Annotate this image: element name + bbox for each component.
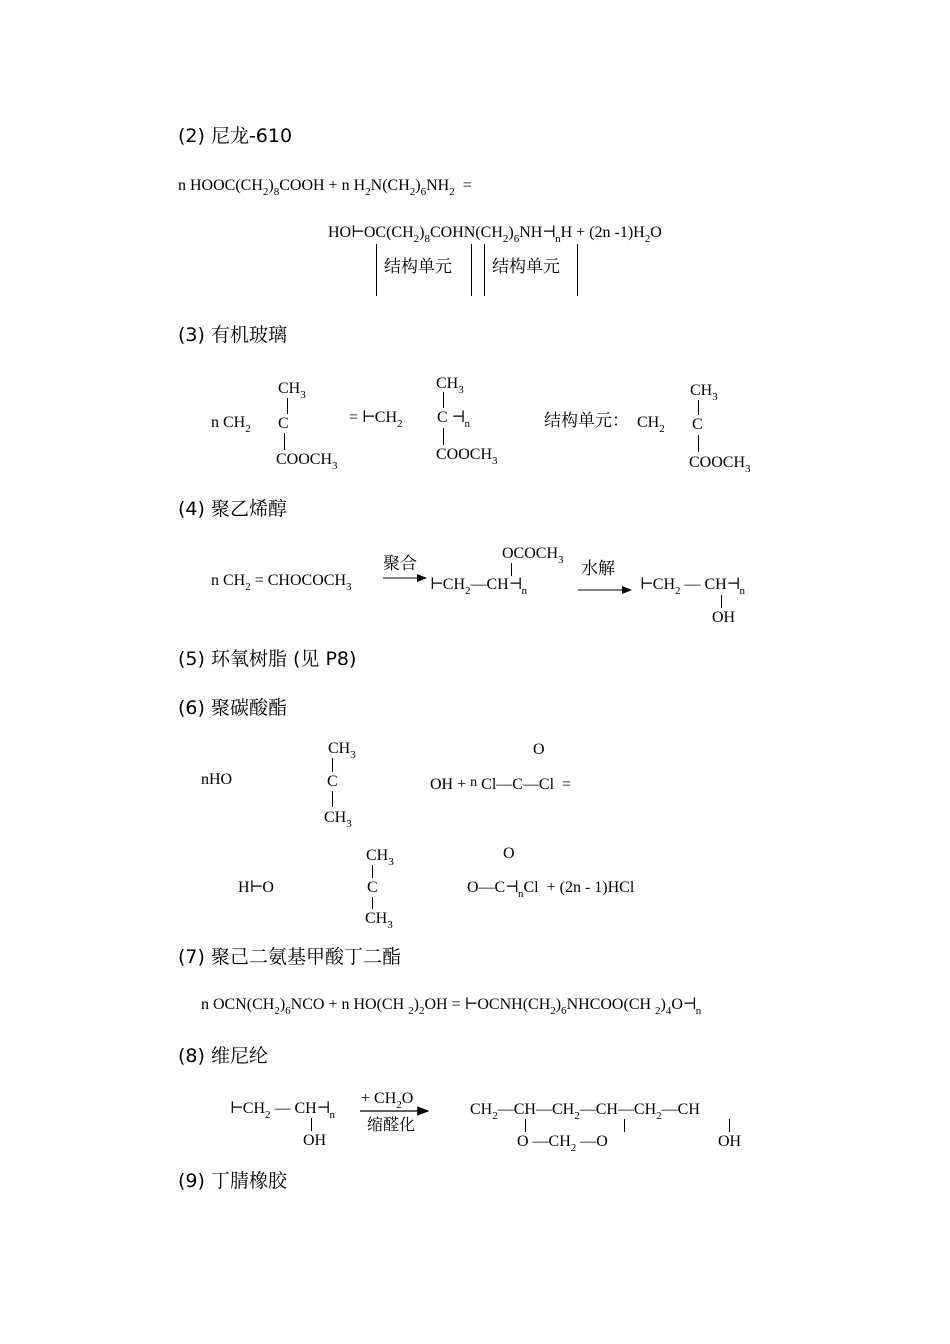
chem-text: C — [278, 415, 289, 432]
unit-bracket-line — [484, 244, 485, 296]
bond — [729, 1119, 730, 1132]
bond — [698, 400, 699, 415]
bond — [721, 595, 722, 608]
chem-text: OH — [712, 609, 736, 626]
chem-text: C — [327, 773, 338, 790]
chem-text: $CH_3$ — [436, 375, 464, 396]
unit-bracket-line — [376, 244, 377, 296]
bond — [443, 428, 444, 445]
chem-text: nHO — [201, 771, 233, 788]
section-heading-9: (9) 丁腈橡胶 — [178, 1170, 287, 1192]
chem-text: C $⊣_n$ — [437, 409, 470, 430]
section-heading-5: (5) 环氧树脂 (见 P8) — [178, 648, 357, 670]
chem-text: O — [533, 741, 545, 758]
chem-text: O $—CH_2$ —O — [517, 1133, 608, 1154]
nylon-equation-left: n $HOOC(CH_2)_8COOH + n$ $H_2N(CH_2)_6NH_2$ = — [178, 177, 472, 198]
unit-bracket-line — [471, 244, 472, 296]
section-heading-4: (4) 聚乙烯醇 — [178, 498, 287, 520]
section-heading-6: (6) 聚碳酸酯 — [178, 697, 287, 719]
chem-text: $⊢CH_2$ — $CH⊣_n$ — [230, 1100, 335, 1121]
chem-text: $⊢CH_2$ — $CH⊣_n$ — [640, 576, 745, 597]
chem-text: $CH_3$ — [365, 910, 393, 931]
bond — [443, 392, 444, 408]
chem-text: = $⊢CH_2$ — [349, 409, 403, 430]
chem-text: $CH_2$ — [637, 414, 665, 435]
arrow-label-polymerize: 聚合 — [383, 554, 417, 574]
chem-text: n $CH_2$ = $CHOCOCH_3$ — [211, 572, 352, 593]
bond — [332, 758, 333, 772]
chem-text: OH — [303, 1132, 327, 1149]
chem-text: $CH_3$ — [324, 809, 352, 830]
chem-text: $CH_3$ — [366, 847, 394, 868]
chem-text: $O—C⊣_nCl + (2n - 1)HCl$ — [467, 879, 635, 900]
chem-text: H⊢O — [238, 879, 274, 896]
chem-text: $⊢CH_2—CH⊣_n$ — [430, 576, 527, 597]
chem-text: $COOCH_3$ — [276, 451, 338, 472]
chem-text: $COOCH_3$ — [436, 446, 498, 467]
bond — [311, 1118, 312, 1131]
bond — [511, 563, 512, 576]
section-heading-8: (8) 维尼纶 — [178, 1045, 268, 1067]
chem-text: OH — [718, 1133, 742, 1150]
structure-unit-label: 结构单元： — [544, 411, 629, 431]
arrow-label-hydrolysis: 水解 — [581, 559, 615, 579]
chem-text: $CH_3$ — [328, 740, 356, 761]
section-heading-7: (7) 聚己二氨基甲酸丁二酯 — [178, 946, 401, 968]
chem-text: OH + n Cl—C—Cl = — [430, 775, 572, 793]
chem-text: $CH_3$ — [278, 380, 306, 401]
nylon-equation-right: $HO⊢OC(CH_2)_8COHN(CH_2)_6NH⊣_nH + (2n$ $-1)H_2O$ — [328, 224, 662, 245]
bond — [284, 433, 285, 450]
chem-text: n $CH_2$ — [211, 414, 251, 435]
bond — [332, 791, 333, 807]
chem-text: C — [692, 416, 703, 433]
unit-bracket-line — [577, 244, 578, 296]
chem-text: $OCOCH_3$ — [502, 545, 564, 566]
arrow-label-acetalization: 缩醛化 — [367, 1115, 416, 1134]
bond — [287, 398, 288, 414]
bond — [624, 1119, 625, 1132]
chem-text: O — [503, 845, 515, 862]
bond — [698, 435, 699, 452]
chem-text: $CH_3$ — [690, 382, 718, 403]
bond — [525, 1119, 526, 1132]
structure-unit-label: 结构单元 — [492, 257, 560, 277]
section-heading-3: (3) 有机玻璃 — [178, 324, 287, 346]
bond — [372, 865, 373, 878]
chem-text: + $CH_2O$ — [361, 1090, 414, 1111]
chem-text: $COOCH_3$ — [689, 454, 751, 475]
chem-text: $CH_2—CH—CH_2—CH—CH_2—CH$ — [470, 1101, 700, 1122]
section-heading-2: (2) 尼龙-610 — [178, 125, 293, 147]
bond — [372, 897, 373, 909]
chem-text: C — [367, 879, 378, 896]
chem-text: n $OCN(CH_2)_6NCO + n$ HO(CH $_2)_2OH$ = $⊢OCNH(CH_2)_6NHCOO(CH$ $_2)_4O⊣_n$ — [201, 996, 702, 1017]
structure-unit-label: 结构单元 — [384, 257, 452, 277]
